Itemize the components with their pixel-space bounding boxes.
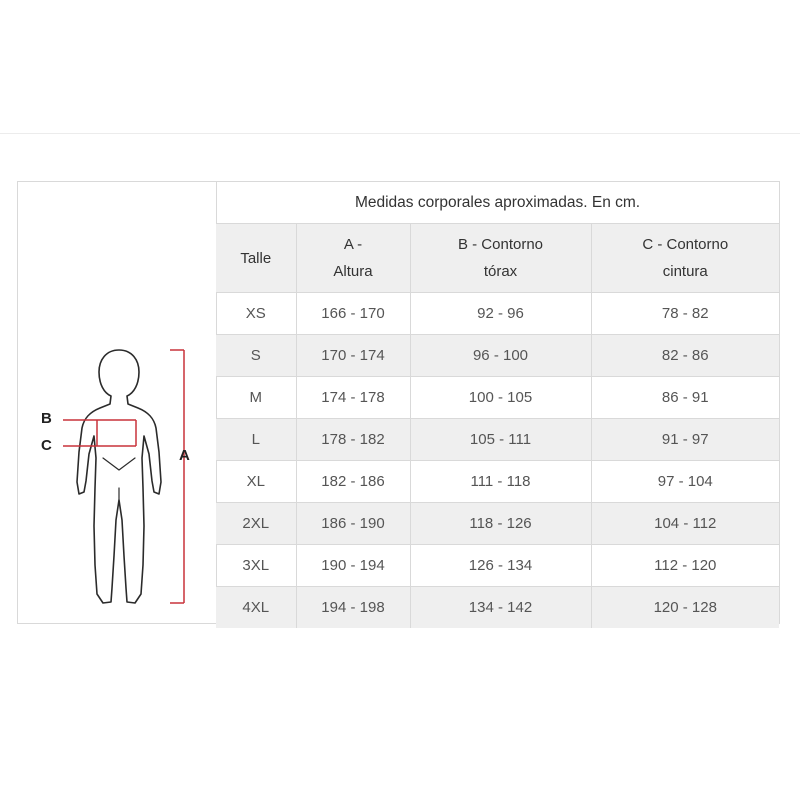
body-outline bbox=[77, 350, 161, 603]
cell-chest: 92 - 96 bbox=[410, 293, 591, 335]
cell-chest: 105 - 111 bbox=[410, 419, 591, 461]
header-size: Talle bbox=[216, 224, 296, 293]
table-row bbox=[216, 461, 779, 503]
cell-size: 4XL bbox=[216, 587, 296, 629]
cell-size: XL bbox=[216, 461, 296, 503]
body-figure-panel bbox=[18, 182, 217, 623]
table-caption-row bbox=[216, 182, 779, 224]
measure-lines bbox=[63, 350, 184, 603]
table-header-row bbox=[216, 224, 779, 293]
cell-chest: 118 - 126 bbox=[410, 503, 591, 545]
cell-height: 170 - 174 bbox=[296, 335, 410, 377]
height-marker-label: A bbox=[179, 447, 190, 464]
cell-waist: 97 - 104 bbox=[591, 461, 779, 503]
header-waist: C - Contorno cintura bbox=[591, 224, 779, 293]
cell-waist: 104 - 112 bbox=[591, 503, 779, 545]
cell-size: M bbox=[216, 377, 296, 419]
table-caption: Medidas corporales aproximadas. En cm. bbox=[216, 182, 779, 224]
cell-chest: 126 - 134 bbox=[410, 545, 591, 587]
cell-chest: 96 - 100 bbox=[410, 335, 591, 377]
cell-height: 182 - 186 bbox=[296, 461, 410, 503]
cell-size: S bbox=[216, 335, 296, 377]
top-divider bbox=[0, 133, 800, 134]
cell-height: 190 - 194 bbox=[296, 545, 410, 587]
size-chart bbox=[17, 181, 780, 624]
cell-waist: 78 - 82 bbox=[591, 293, 779, 335]
cell-size: 2XL bbox=[216, 503, 296, 545]
header-height: A - Altura bbox=[296, 224, 410, 293]
table-row bbox=[216, 335, 779, 377]
table-row bbox=[216, 545, 779, 587]
cell-size: 3XL bbox=[216, 545, 296, 587]
cell-waist: 112 - 120 bbox=[591, 545, 779, 587]
table-row bbox=[216, 293, 779, 335]
cell-waist: 82 - 86 bbox=[591, 335, 779, 377]
cell-height: 186 - 190 bbox=[296, 503, 410, 545]
header-chest: B - Contorno tórax bbox=[410, 224, 591, 293]
cell-size: L bbox=[216, 419, 296, 461]
cell-height: 178 - 182 bbox=[296, 419, 410, 461]
table-row bbox=[216, 419, 779, 461]
measurements-table-area bbox=[216, 182, 779, 623]
cell-chest: 134 - 142 bbox=[410, 587, 591, 629]
cell-chest: 111 - 118 bbox=[410, 461, 591, 503]
cell-waist: 91 - 97 bbox=[591, 419, 779, 461]
cell-height: 174 - 178 bbox=[296, 377, 410, 419]
table-row bbox=[216, 587, 779, 629]
table-row bbox=[216, 377, 779, 419]
cell-chest: 100 - 105 bbox=[410, 377, 591, 419]
cell-size: XS bbox=[216, 293, 296, 335]
chest-marker-label: B bbox=[41, 410, 52, 427]
cell-height: 166 - 170 bbox=[296, 293, 410, 335]
cell-height: 194 - 198 bbox=[296, 587, 410, 629]
measurements-table bbox=[216, 182, 779, 628]
cell-waist: 120 - 128 bbox=[591, 587, 779, 629]
waist-marker-label: C bbox=[41, 437, 52, 454]
cell-waist: 86 - 91 bbox=[591, 377, 779, 419]
table-row bbox=[216, 503, 779, 545]
body-silhouette-diagram bbox=[18, 182, 216, 623]
